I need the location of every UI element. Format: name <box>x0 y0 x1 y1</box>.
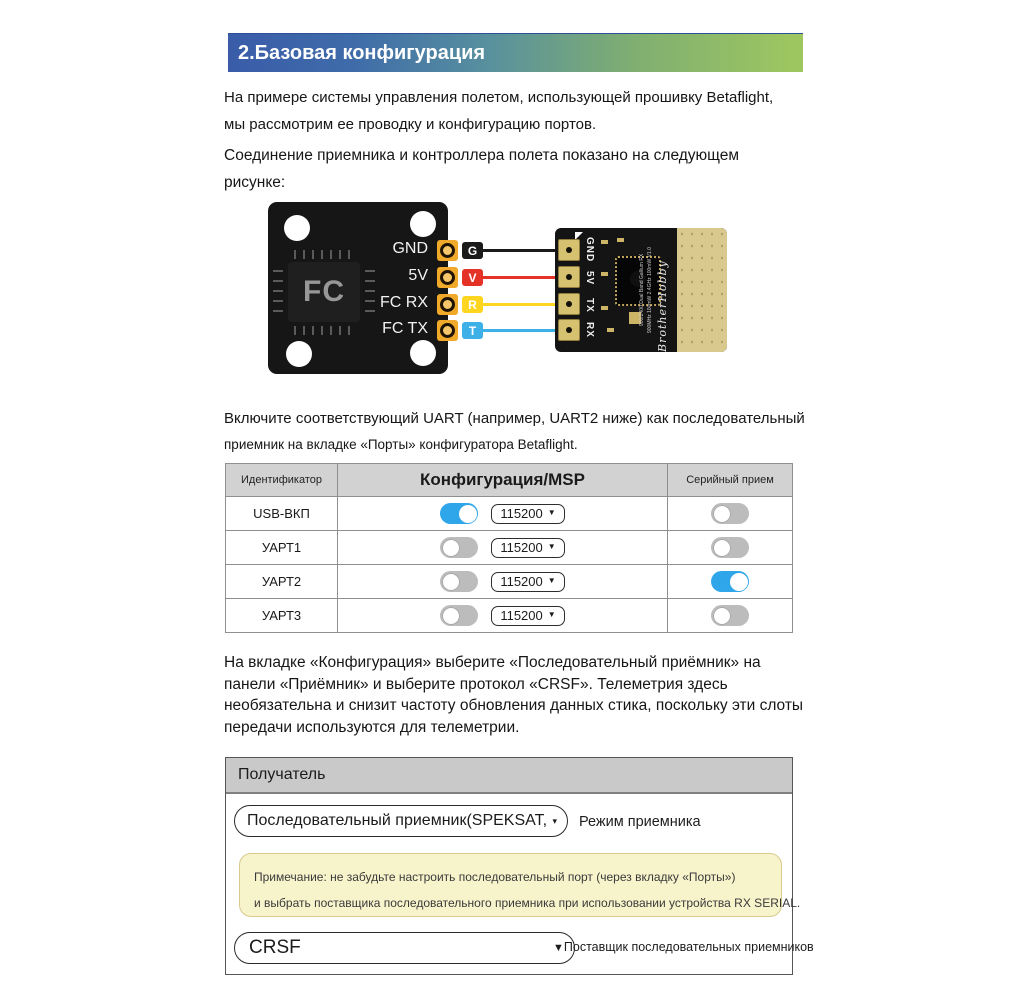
rx-pad-gnd <box>558 239 580 261</box>
fc-pin-label: GND <box>392 240 428 257</box>
chip-pin-tick <box>312 326 314 335</box>
intro-line-2: мы рассмотрим ее проводку и конфигурацию портов. <box>224 116 597 133</box>
section-banner <box>228 33 803 72</box>
receiver-mode-label: Режим приемника <box>579 814 701 830</box>
caret-down-icon: ▼ <box>547 610 556 619</box>
rx-pad-label: RX <box>584 322 595 338</box>
wire-rx <box>483 303 563 306</box>
baud-dropdown[interactable] <box>491 606 564 626</box>
mounting-hole <box>410 211 436 237</box>
msp-toggle[interactable] <box>440 503 478 524</box>
uart-line-1: Включите соответствующий UART (например, UART2 ниже) как последовательный <box>224 410 805 427</box>
baud-value: 115200 <box>500 539 543 555</box>
receiver-board <box>555 228 727 352</box>
solder-pad-icon <box>437 320 458 341</box>
config-line-4: передачи используются для телеметрии. <box>224 718 520 736</box>
toggle-knob <box>442 573 460 591</box>
toggle-knob <box>713 505 731 523</box>
smd-component <box>607 328 614 332</box>
port-id: УАРТ2 <box>261 574 302 589</box>
uart-line-2: приемник на вкладке «Порты» конфигуратора Betaflight. <box>224 437 578 452</box>
serial-rx-toggle[interactable] <box>711 537 749 558</box>
receiver-panel-title: Получатель <box>238 766 326 783</box>
chip-pin-tick <box>273 290 283 292</box>
rx-chip <box>615 256 661 306</box>
table-row-uart1 <box>226 530 792 564</box>
baud-dropdown[interactable] <box>491 504 564 524</box>
msp-toggle[interactable] <box>440 571 478 592</box>
chip-pin-tick <box>303 326 305 335</box>
rx-specs-text: 900MHz 100mW 2.4GHz 100mW V1.0 <box>647 247 653 333</box>
config-line-3: необязательна и снизит частоту обновления данных стика, поскольку эти слоты <box>224 697 804 714</box>
wire-tag-r: R <box>462 296 483 313</box>
serial-provider-value: CRSF <box>249 937 301 958</box>
rx-pad-label: 5V <box>584 270 595 286</box>
solder-pad-icon <box>437 294 458 315</box>
wire-tag-t: T <box>462 322 483 339</box>
fc-pin-label: FC RX <box>380 294 428 311</box>
toggle-knob <box>730 573 748 591</box>
rx-pad-tx <box>558 293 580 315</box>
uart-paragraph <box>224 406 824 458</box>
toggle-knob <box>442 607 460 625</box>
wire-tag-v: V <box>462 269 483 286</box>
baud-value: 115200 <box>500 607 543 623</box>
toggle-knob <box>713 539 731 557</box>
msp-toggle[interactable] <box>440 605 478 626</box>
serial-provider-dropdown[interactable] <box>234 932 575 964</box>
connection-line-1: Соединение приемника и контроллера полета показано на следующем <box>224 147 739 164</box>
col-header-configuration-msp: Конфигурация/MSP <box>420 470 585 489</box>
chip-pin-tick <box>365 290 375 292</box>
ports-table-header <box>226 464 792 496</box>
msp-toggle[interactable] <box>440 537 478 558</box>
config-line-2: панели «Приёмник» и выберите протокол «CRSF». Телеметрия здесь <box>224 675 728 693</box>
solder-pad-icon <box>437 267 458 288</box>
note-line-2: и выбрать поставщика последовательного приемника при использовании устройства RX SERIAL. <box>254 896 801 910</box>
caret-down-icon: ▼ <box>547 576 556 585</box>
caret-down-icon: ▼ <box>547 542 556 551</box>
caret-down-icon: ▼ <box>553 942 564 954</box>
toggle-knob <box>459 505 477 523</box>
wiring-diagram <box>265 200 730 380</box>
rx-specs-text: 900/2400 Dual Band Gallium RX <box>639 253 645 327</box>
serial-rx-toggle[interactable] <box>711 503 749 524</box>
baud-dropdown[interactable] <box>491 538 564 558</box>
rx-pad-label: TX <box>584 297 595 313</box>
serial-rx-toggle[interactable] <box>711 605 749 626</box>
port-id: УАРТ1 <box>261 540 302 555</box>
toggle-knob <box>442 539 460 557</box>
receiver-panel <box>225 757 814 975</box>
chip-pin-tick <box>294 250 296 259</box>
toggle-knob <box>713 607 731 625</box>
table-row-uart3 <box>226 598 792 632</box>
wire-5v <box>483 276 563 279</box>
smd-component <box>617 238 624 242</box>
ports-table <box>225 463 793 633</box>
caret-down-icon: ▼ <box>547 508 556 517</box>
note-box <box>239 853 801 917</box>
mounting-hole <box>286 341 312 367</box>
rx-brand-text: BrotherHobby <box>656 260 669 352</box>
table-row-usb <box>226 496 792 530</box>
serial-provider-label: ▼Поставщик последовательных приемников <box>553 940 814 954</box>
col-header-identifier: Идентификатор <box>241 474 322 486</box>
configuration-paragraph <box>224 652 824 738</box>
serial-rx-toggle[interactable] <box>711 571 749 592</box>
smd-component <box>601 306 608 310</box>
port-id: УАРТ3 <box>261 608 302 623</box>
solder-pad-icon <box>437 240 458 261</box>
section-title: 2.Базовая конфигурация <box>238 42 486 64</box>
fc-board <box>268 202 448 374</box>
chip-pin-tick <box>273 280 283 282</box>
connection-line-2: рисунке: <box>224 174 286 191</box>
baud-value: 115200 <box>500 505 543 521</box>
chip-pin-tick <box>273 300 283 302</box>
col-header-serial-rx: Серийный прием <box>686 474 774 486</box>
fc-pin-label: FC TX <box>382 320 428 337</box>
receiver-antenna-area <box>677 228 727 352</box>
connection-paragraph <box>224 142 824 196</box>
wire-gnd <box>483 249 563 252</box>
chip-pin-tick <box>312 250 314 259</box>
baud-value: 115200 <box>500 573 543 589</box>
caret-down-icon: ▾ <box>552 815 557 826</box>
smd-component <box>601 240 608 244</box>
chip-pin-tick <box>273 310 283 312</box>
wire-tx <box>483 329 563 332</box>
chip-pin-tick <box>303 250 305 259</box>
rx-pad-label: GND <box>584 237 595 263</box>
table-row-uart2 <box>226 564 792 598</box>
intro-paragraph <box>224 84 824 138</box>
baud-dropdown[interactable] <box>491 572 564 592</box>
receiver-mode-value: Последовательный приемник(SPEKSAT, <box>247 812 548 829</box>
config-line-1: На вкладке «Конфигурация» выберите «Последовательный приёмник» на <box>224 654 761 671</box>
wire-tag-g: G <box>462 242 483 259</box>
rx-pad-rx <box>558 319 580 341</box>
intro-line-1: На примере системы управления полетом, использующей прошивку Betaflight, <box>224 89 774 106</box>
receiver-mode-dropdown[interactable] <box>234 805 568 837</box>
chip-pin-tick <box>273 270 283 272</box>
rx-pad-5v <box>558 266 580 288</box>
chip-pin-tick <box>294 326 296 335</box>
mounting-hole <box>284 215 310 241</box>
mounting-hole <box>410 340 436 366</box>
smd-component <box>601 272 608 276</box>
port-id: USB-ВКП <box>253 506 310 521</box>
receiver-panel-header <box>226 758 792 794</box>
fc-pin-label: 5V <box>408 267 428 284</box>
fc-chip-label: FC <box>303 275 345 308</box>
note-line-1: Примечание: не забудьте настроить последовательный порт (через вкладку «Порты») <box>254 870 736 884</box>
